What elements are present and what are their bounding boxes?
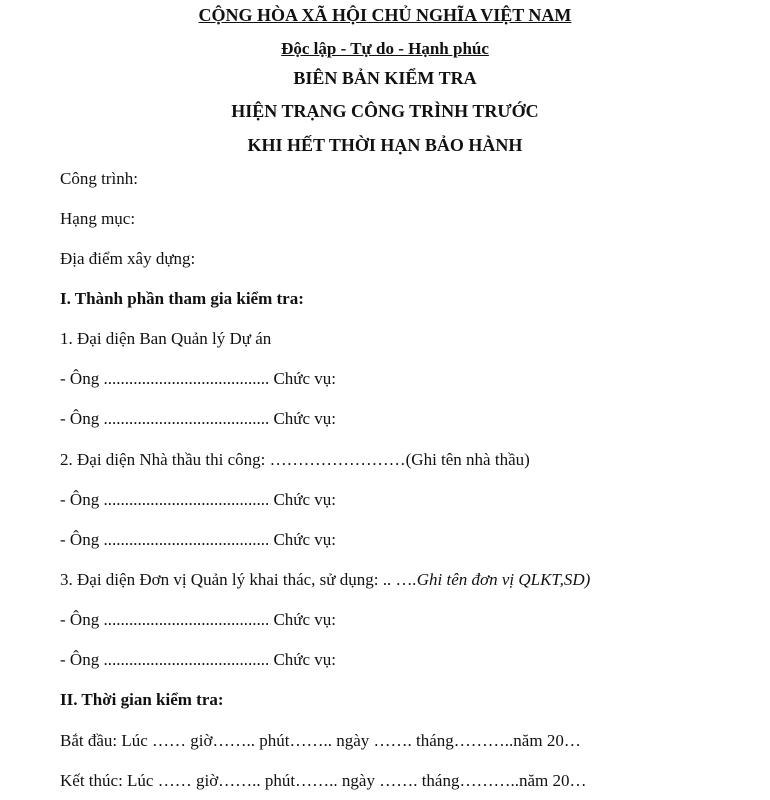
group-3-row-2: - Ông ....................................... Chức vụ:: [60, 650, 337, 669]
group-3-title-line: [60, 569, 590, 591]
field-item: Hạng mục:: [60, 209, 136, 228]
group-3-note: .Ghi tên đơn vị QLKT,SD): [412, 570, 591, 589]
document-title-line-3: KHI HẾT THỜI HẠN BẢO HÀNH: [247, 135, 523, 155]
document-title-line-2: HIỆN TRẠNG CÔNG TRÌNH TRƯỚC: [231, 101, 539, 121]
group-1-row-1: - Ông ....................................... Chức vụ:: [60, 369, 337, 388]
field-project: Công trình:: [60, 169, 138, 188]
group-2-title-line: [60, 449, 530, 471]
motto: Độc lập - Tự do - Hạnh phúc: [281, 39, 489, 58]
group-2-row-1: - Ông ....................................... Chức vụ:: [60, 490, 337, 509]
group-1-row-2: - Ông ....................................... Chức vụ:: [60, 409, 337, 428]
end-time-line: Kết thúc: Lúc …… giờ…….. phút…….. ngày ……. tháng………..năm 20…: [60, 771, 587, 790]
field-location: Địa điểm xây dựng:: [60, 249, 196, 268]
group-2-title: 2. Đại diện Nhà thầu thi công: ……………………: [60, 450, 406, 469]
group-3-title: 3. Đại diện Đơn vị Quản lý khai thác, sử dụng: .. …: [60, 570, 413, 589]
group-3-row-1: - Ông ....................................... Chức vụ:: [60, 610, 337, 629]
document-title-line-1: BIÊN BẢN KIỂM TRA: [293, 68, 477, 88]
section-2-heading: II. Thời gian kiểm tra:: [60, 690, 224, 709]
group-2-note: (Ghi tên nhà thầu): [405, 450, 530, 469]
section-1-heading: I. Thành phần tham gia kiểm tra:: [60, 289, 304, 308]
group-2-row-2: - Ông ....................................... Chức vụ:: [60, 530, 337, 549]
start-time-line: Bắt đầu: Lúc …… giờ…….. phút…….. ngày ……. tháng………..năm 20…: [60, 731, 581, 750]
national-title: CỘNG HÒA XÃ HỘI CHỦ NGHĨA VIỆT NAM: [198, 5, 572, 25]
group-1-title: 1. Đại diện Ban Quản lý Dự án: [60, 329, 272, 348]
